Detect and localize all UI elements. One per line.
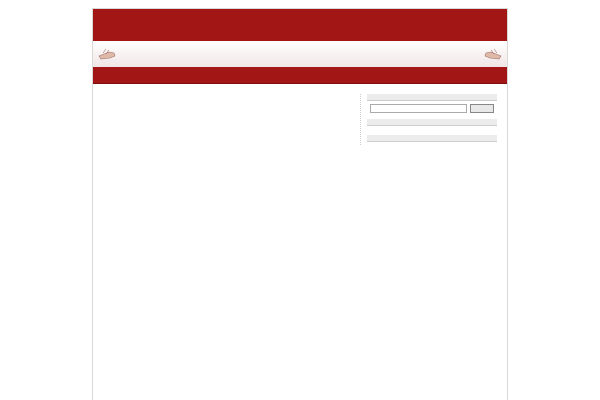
sidebar xyxy=(361,94,497,145)
newsletter-title xyxy=(367,94,497,101)
hand-icon xyxy=(483,46,503,62)
hand-icon xyxy=(97,46,117,62)
topics-title xyxy=(367,135,497,142)
newsletter-form xyxy=(367,104,497,119)
content-area xyxy=(93,84,507,145)
top-navigation xyxy=(93,9,507,41)
search-terms-title xyxy=(367,119,497,126)
newsletter-email-input[interactable] xyxy=(370,104,467,113)
site-banner[interactable] xyxy=(93,41,507,67)
category-navigation xyxy=(93,67,507,84)
page-container xyxy=(92,8,508,400)
newsletter-send-button[interactable] xyxy=(470,104,494,113)
main-article xyxy=(99,94,361,145)
